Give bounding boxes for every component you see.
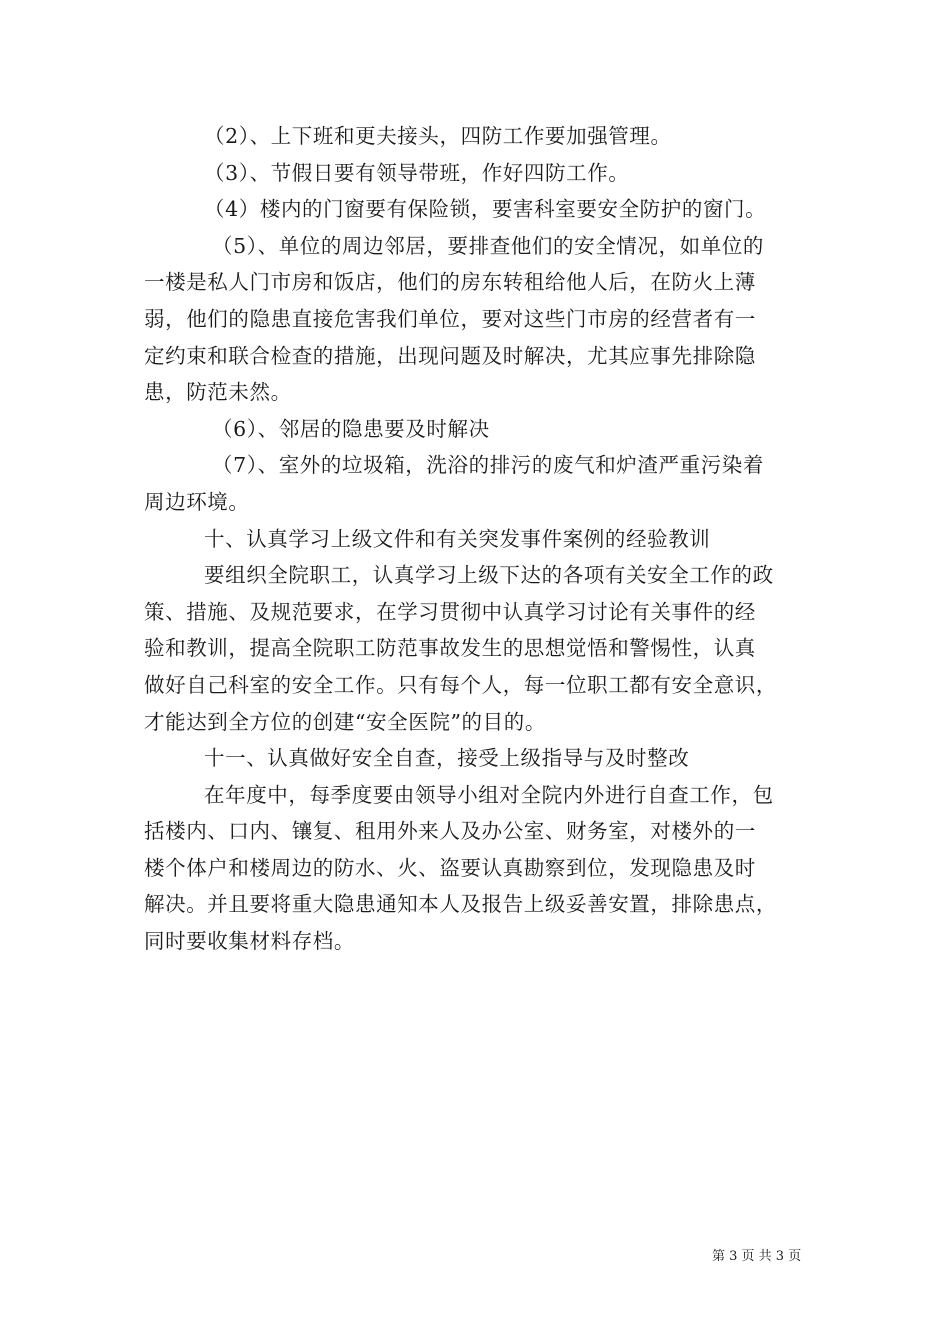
section-heading-11: 十一、认真做好安全自查，接受上级指导与及时整改 <box>204 746 690 771</box>
paragraph-line: 做好自己科室的安全工作。只有每个人，每一位职工都有安全意识， <box>144 672 777 697</box>
paragraph-line: 验和教训，提高全院职工防范事故发生的思想觉悟和警惕性，认真 <box>144 636 756 661</box>
paragraph-line: 要组织全院职工，认真学习上级下达的各项有关安全工作的政 <box>204 563 774 588</box>
list-item-7: （7）、室外的垃圾箱，洗浴的排污的废气和炉渣严重污染着 <box>212 453 764 478</box>
document-body <box>144 118 810 960</box>
paragraph-line: 解决。并且要将重大隐患通知本人及报告上级妥善安置，排除患点， <box>144 892 777 917</box>
paragraph-line: 在年度中，每季度要由领导小组对全院内外进行自查工作，包 <box>204 782 774 807</box>
paragraph-line: 一楼是私人门市房和饭店，他们的房东转租给他人后，在防火上薄 <box>144 270 756 295</box>
section-heading-10: 十、认真学习上级文件和有关突发事件案例的经验教训 <box>204 526 711 551</box>
paragraph-line: 患，防范未然。 <box>144 380 292 405</box>
paragraph-line: 楼个体户和楼周边的防水、火、盗要认真勘察到位，发现隐患及时 <box>144 855 756 880</box>
paragraph-line: 策、措施、及规范要求，在学习贯彻中认真学习讨论有关事件的经 <box>144 599 756 624</box>
list-item-6: （6）、邻居的隐患要及时解决 <box>212 416 490 441</box>
paragraph-line: 周边环境。 <box>144 489 250 514</box>
list-item-5: （5）、单位的周边邻居，要排查他们的安全情况，如单位的 <box>212 233 764 258</box>
paragraph-line: 同时要收集材料存档。 <box>144 929 355 954</box>
list-item-4: （4）楼内的门窗要有保险锁，要害科室要安全防护的窗门。 <box>204 197 767 222</box>
paragraph-line: 弱，他们的隐患直接危害我们单位，要对这些门市房的经营者有一 <box>144 306 756 331</box>
list-item-3: （3）、节假日要有领导带班，作好四防工作。 <box>204 160 630 185</box>
list-item-2: （2）、上下班和更夫接头，四防工作要加强管理。 <box>204 124 672 148</box>
paragraph-line: 定约束和联合检查的措施，出现问题及时解决，尤其应事先排除隐 <box>144 343 756 368</box>
paragraph-line: 括楼内、口内、镶复、租用外来人及办公室、财务室，对楼外的一 <box>144 819 756 844</box>
paragraph-line: 才能达到全方位的创建“安全医院”的目的。 <box>144 709 546 734</box>
page-number: 第 3 页 共 3 页 <box>712 1249 802 1264</box>
